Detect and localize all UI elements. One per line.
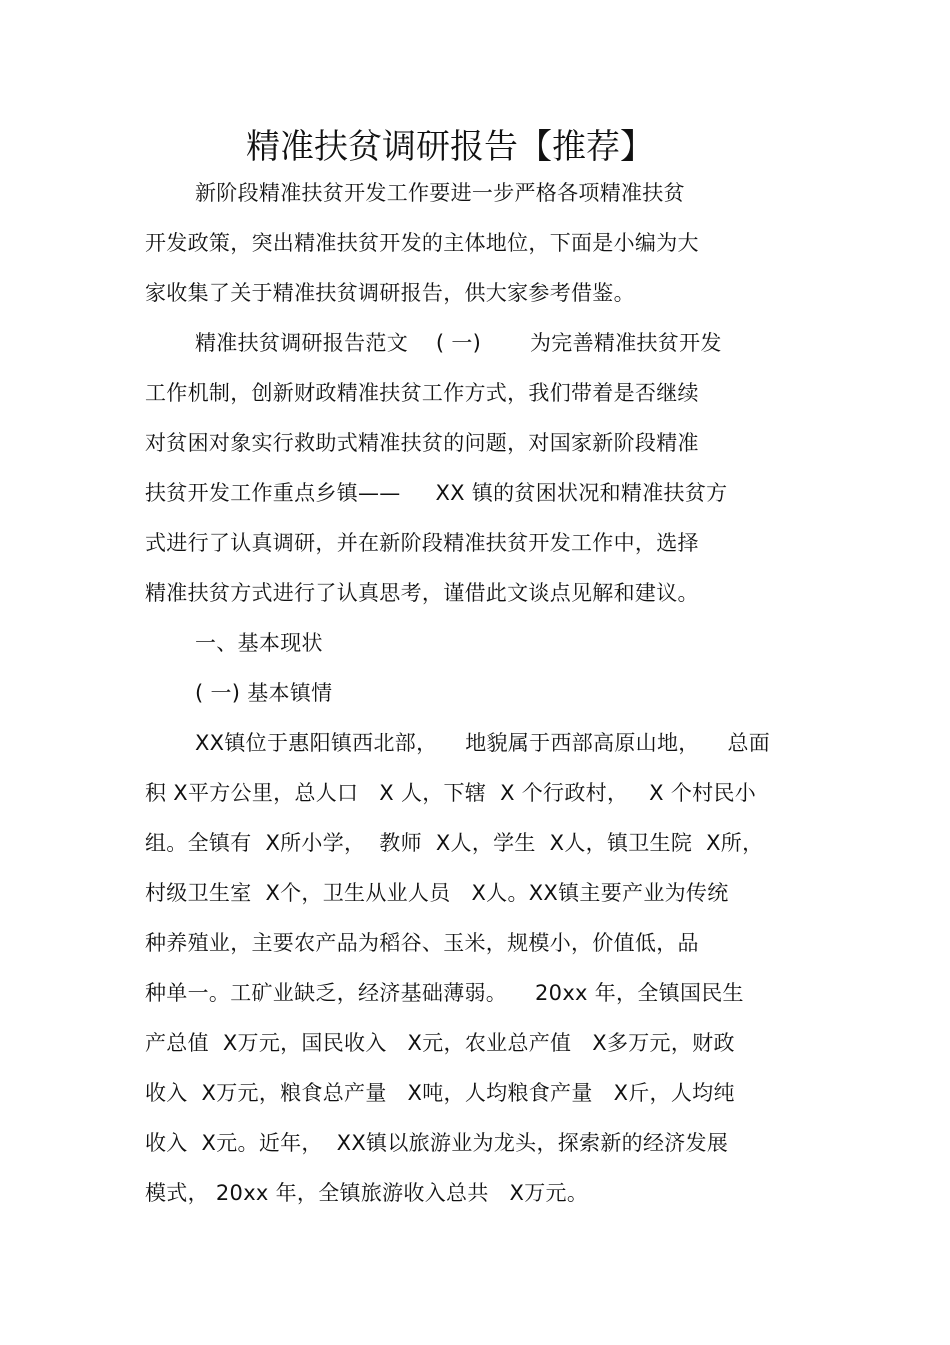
paragraph-line: 精准扶贫调研报告范文 ( 一) 为完善精准扶贫开发 (195, 331, 722, 355)
paragraph-line: 式进行了认真调研，并在新阶段精准扶贫开发工作中，选择 (145, 531, 699, 555)
paragraph-line: 组。全镇有 X所小学， 教师 X人，学生 X人，镇卫生院 X所， (145, 831, 764, 855)
paragraph-line: 收入 X元。近年， XX镇以旅游业为龙头，探索新的经济发展 (145, 1131, 729, 1155)
paragraph-line: 工作机制，创新财政精准扶贫工作方式，我们带着是否继续 (145, 381, 699, 405)
paragraph-line: XX镇位于惠阳镇西北部， 地貌属于西部高原山地， 总面 (195, 731, 771, 755)
document-title: 精准扶贫调研报告【推荐】 (246, 127, 654, 167)
paragraph-line: 家收集了关于精准扶贫调研报告，供大家参考借鉴。 (145, 281, 635, 305)
paragraph-line: ( 一) 基本镇情 (195, 681, 333, 705)
paragraph-line: 模式， 20xx 年，全镇旅游收入总共 X万元。 (145, 1181, 589, 1205)
paragraph-line: 收入 X万元，粮食总产量 X吨，人均粮食产量 X斤，人均纯 (145, 1081, 735, 1105)
paragraph-line: 新阶段精准扶贫开发工作要进一步严格各项精准扶贫 (195, 181, 685, 205)
paragraph-line: 产总值 X万元，国民收入 X元，农业总产值 X多万元，财政 (145, 1031, 735, 1055)
paragraph-line: 种养殖业，主要农产品为稻谷、玉米，规模小，价值低，品 (145, 931, 699, 955)
paragraph-line: 对贫困对象实行救助式精准扶贫的问题，对国家新阶段精准 (145, 431, 699, 455)
paragraph-line: 积 X平方公里，总人口 X 人，下辖 X 个行政村， X 个村民小 (145, 781, 757, 805)
paragraph-line: 一、基本现状 (195, 631, 323, 655)
paragraph-line: 村级卫生室 X个，卫生从业人员 X人。XX镇主要产业为传统 (145, 881, 729, 905)
paragraph-line: 开发政策，突出精准扶贫开发的主体地位，下面是小编为大 (145, 231, 699, 255)
paragraph-line: 扶贫开发工作重点乡镇—— XX 镇的贫困状况和精准扶贫方 (145, 481, 728, 505)
paragraph-line: 种单一。工矿业缺乏，经济基础薄弱。 20xx 年，全镇国民生 (145, 981, 744, 1005)
paragraph-line: 精准扶贫方式进行了认真思考，谨借此文谈点见解和建议。 (145, 581, 699, 605)
